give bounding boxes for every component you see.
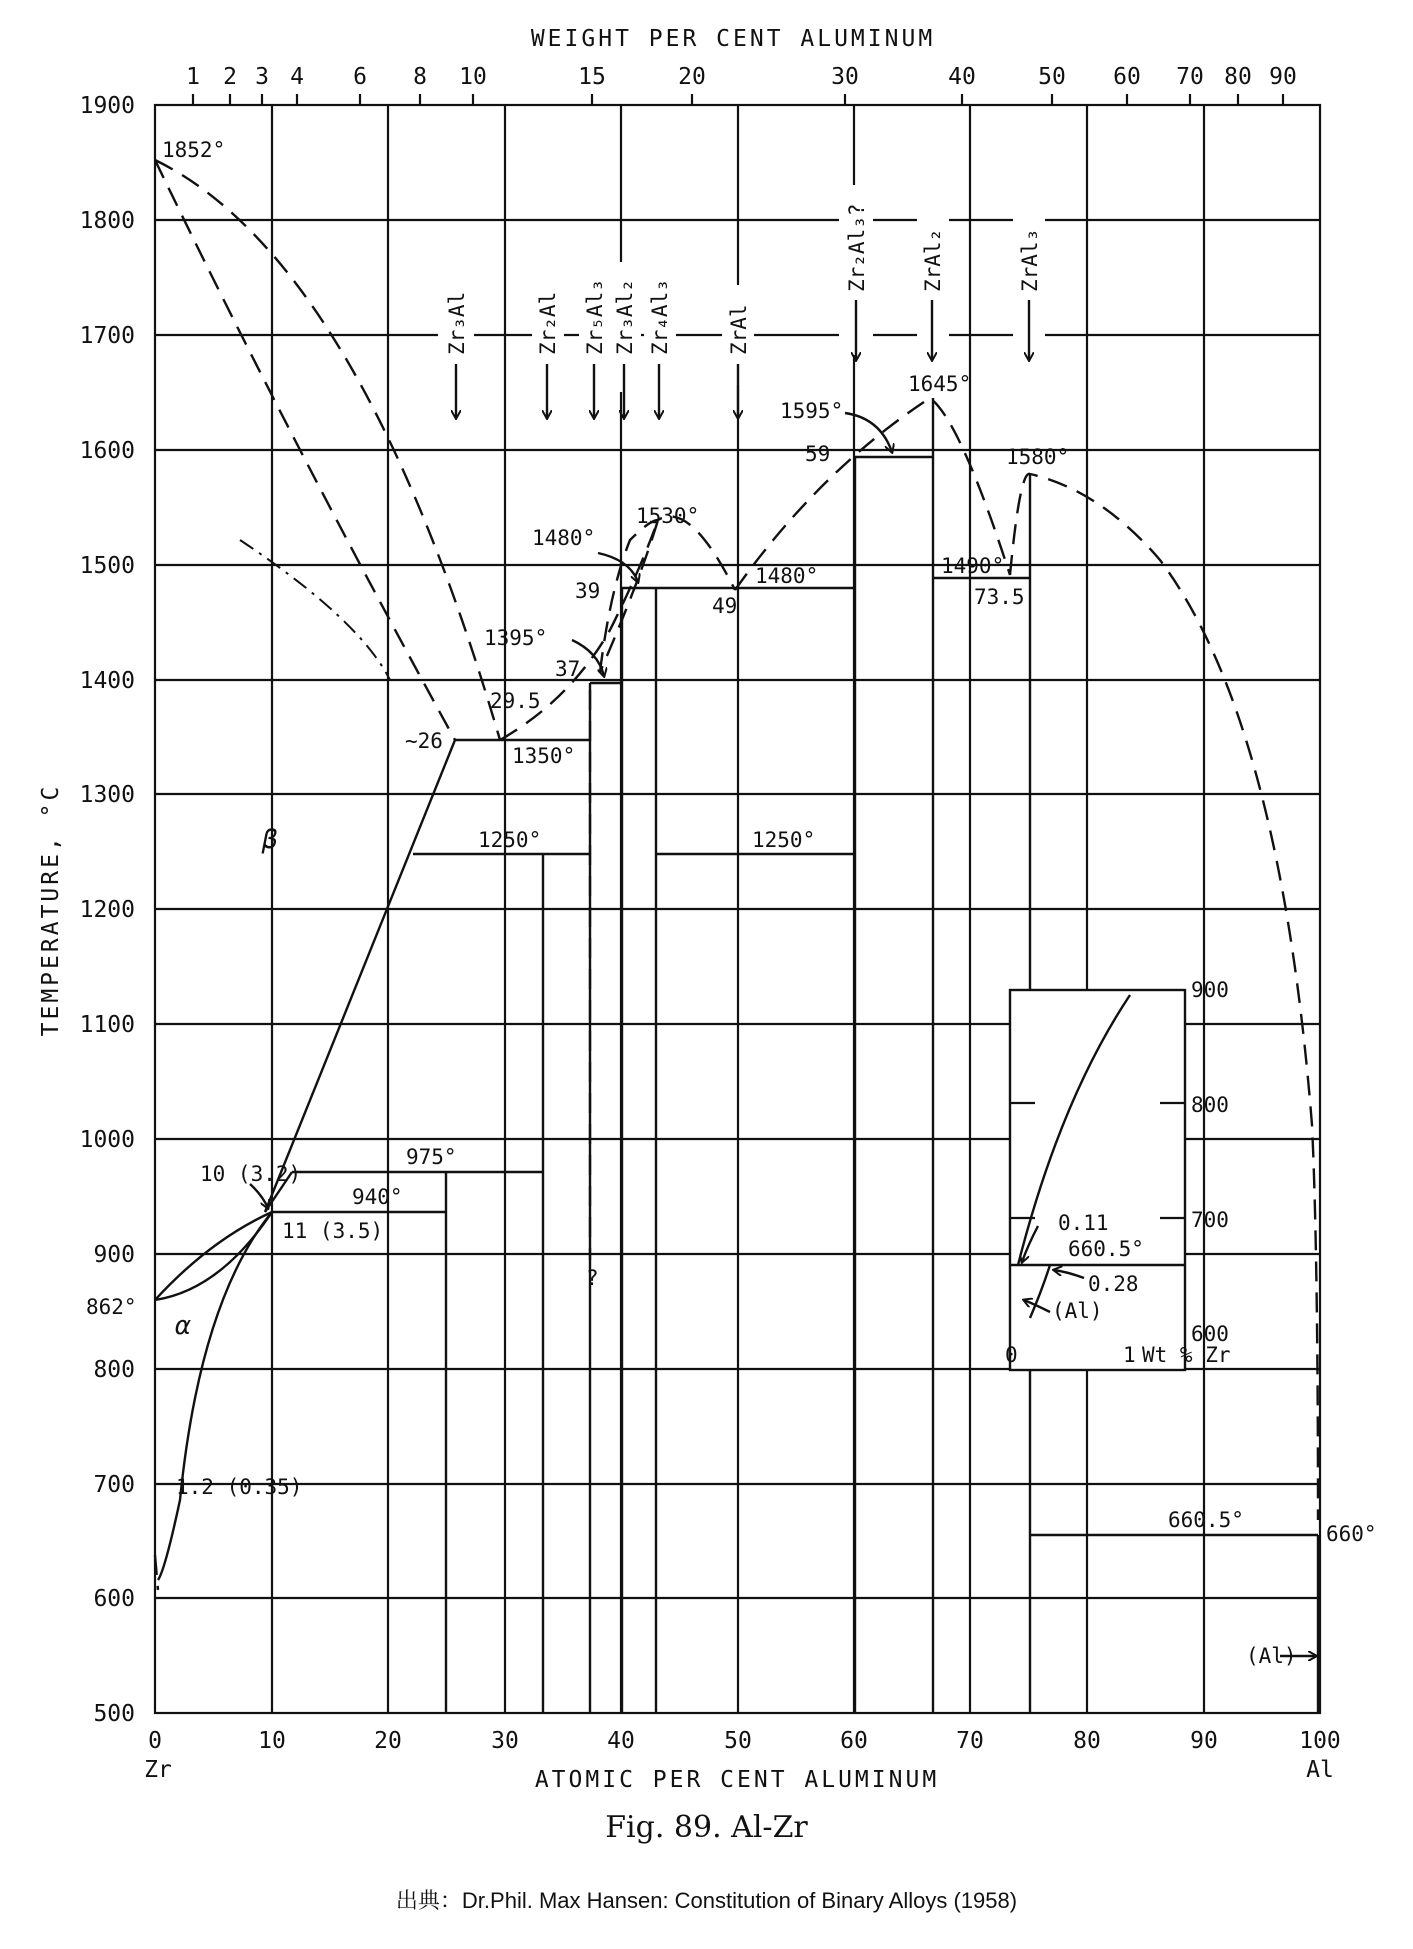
label-al-solid: (Al)	[1246, 1644, 1297, 1668]
compound-label-zr5al3: Zr₅Al₃	[583, 279, 607, 355]
compound-label-zr4al3: Zr₄Al₃	[648, 279, 672, 355]
y-tick-label: 600	[93, 1586, 135, 1612]
top-tick-label: 40	[948, 64, 976, 90]
label-660: 660°	[1326, 1522, 1377, 1546]
label-backgrounds	[438, 185, 1045, 393]
top-tick-label: 20	[678, 64, 706, 90]
top-tick-label: 8	[413, 64, 427, 90]
compound-label-zr3al2: Zr₃Al₂	[613, 279, 637, 355]
label-39: 39	[575, 579, 601, 603]
top-tick-label: 4	[290, 64, 304, 90]
label-1530: 1530°	[636, 504, 700, 528]
inset-label-660-5: 660.5°	[1068, 1237, 1144, 1261]
y-tick-label: 700	[93, 1472, 135, 1498]
x-tick-label: 70	[956, 1728, 984, 1754]
element-al-label: Al	[1306, 1757, 1334, 1783]
y-tick-label: 1000	[79, 1127, 135, 1153]
y-tick-label: 1500	[79, 553, 135, 579]
top-tick-label: 30	[831, 64, 859, 90]
top-tick-label: 15	[578, 64, 606, 90]
label-beta-phase: β	[262, 825, 278, 855]
label-1250-a: 1250°	[478, 828, 542, 852]
y-tick-label: 800	[93, 1357, 135, 1383]
compound-label-zral3: ZrAl₃	[1018, 228, 1042, 292]
x-tick-label: 60	[840, 1728, 868, 1754]
inset-label-al: (Al)	[1052, 1299, 1103, 1323]
compound-label-zral: ZrAl	[727, 304, 751, 355]
top-tick-label: 3	[255, 64, 269, 90]
inset-tick: 800	[1191, 1093, 1229, 1117]
x-tick-label: 30	[491, 1728, 519, 1754]
top-tick-label: 60	[1113, 64, 1141, 90]
y-tick-label: 1600	[79, 438, 135, 464]
y-tick-label: 1700	[79, 323, 135, 349]
label-59: 59	[805, 442, 831, 466]
top-tick-label: 90	[1269, 64, 1297, 90]
label-975: 975°	[406, 1145, 457, 1169]
y-tick-label: 1800	[79, 208, 135, 234]
y-tick-label: 500	[93, 1701, 135, 1727]
inset-x-tick: 1	[1123, 1343, 1136, 1367]
label-1350: 1350°	[512, 744, 576, 768]
label-1250-b: 1250°	[752, 828, 816, 852]
x-tick-label: 50	[724, 1728, 752, 1754]
x-tick-label: 0	[148, 1728, 162, 1754]
compound-label-zral2: ZrAl₂	[921, 228, 945, 292]
inset-x-tick: 0	[1005, 1343, 1018, 1367]
inset-label-0-11: 0.11	[1058, 1211, 1109, 1235]
label-940: 940°	[352, 1185, 403, 1209]
label-1480-b: 1480°	[755, 564, 819, 588]
element-zr-label: Zr	[144, 1757, 172, 1783]
top-axis-ticks	[186, 64, 1297, 90]
y-tick-label: 1200	[79, 897, 135, 923]
x-tick-label: 40	[607, 1728, 635, 1754]
label-1852: 1852°	[162, 138, 226, 162]
y-tick-label: 1100	[79, 1012, 135, 1038]
top-tick-label: 80	[1224, 64, 1252, 90]
top-tick-label: 70	[1176, 64, 1204, 90]
bottom-axis-title: ATOMIC PER CENT ALUMINUM	[534, 1767, 940, 1793]
inset-panel	[1005, 978, 1231, 1370]
y-axis-title: TEMPERATURE, °C	[38, 783, 64, 1037]
inset-label-0-28: 0.28	[1088, 1272, 1139, 1296]
top-axis-title: WEIGHT PER CENT ALUMINUM	[530, 26, 936, 52]
top-tick-label: 10	[459, 64, 487, 90]
top-tick-label: 50	[1038, 64, 1066, 90]
label-1-2: 1.2 (0.35)	[176, 1475, 303, 1499]
inset-x-unit: Wt % Zr	[1142, 1343, 1231, 1367]
compound-label-zr2al3: Zr₂Al₃?	[845, 203, 869, 292]
top-tick-label: 6	[353, 64, 367, 90]
label-alpha-phase: α	[175, 1311, 191, 1341]
label-question: ?	[586, 1266, 599, 1290]
y-tick-label: 900	[93, 1242, 135, 1268]
y-tick-label: 1400	[79, 668, 135, 694]
x-tick-label: 90	[1190, 1728, 1218, 1754]
x-tick-label: 80	[1073, 1728, 1101, 1754]
label-1580: 1580°	[1006, 445, 1070, 469]
label-1595: 1595°	[780, 399, 844, 423]
y-tick-label: 1300	[79, 782, 135, 808]
label-1645: 1645°	[908, 372, 972, 396]
label-29-5: 29.5	[490, 689, 541, 713]
label-1395: 1395°	[484, 626, 548, 650]
figure-source: 出典：Dr.Phil. Max Hansen: Constitution of Binary Alloys (1958)	[395, 1888, 1018, 1913]
label-73-5: 73.5	[974, 585, 1025, 609]
y-tick-label: 1900	[79, 93, 135, 119]
x-tick-label: 20	[374, 1728, 402, 1754]
label-862: 862°	[86, 1295, 137, 1319]
compound-label-zr3al: Zr₃Al	[445, 291, 469, 355]
label-26: ~26	[405, 729, 443, 753]
label-49: 49	[712, 594, 738, 618]
inset-tick: 600	[1191, 1322, 1229, 1346]
top-tick-label: 2	[223, 64, 237, 90]
x-tick-label: 10	[258, 1728, 286, 1754]
x-tick-label: 100	[1299, 1728, 1341, 1754]
inset-tick: 700	[1191, 1208, 1229, 1232]
label-10-3-2: 10 (3.2)	[200, 1162, 302, 1186]
label-1490: 1490°	[941, 554, 1005, 578]
label-11-3-5: 11 (3.5)	[282, 1219, 384, 1243]
top-tick-label: 1	[186, 64, 200, 90]
figure-caption: Fig. 89. Al-Zr	[605, 1810, 808, 1845]
y-axis-ticks	[80, 93, 135, 1727]
label-660-5: 660.5°	[1168, 1508, 1244, 1532]
inset-tick: 900	[1191, 978, 1229, 1002]
compound-label-zr2al: Zr₂Al	[536, 291, 560, 355]
label-37: 37	[555, 657, 581, 681]
label-1480-a: 1480°	[532, 526, 596, 550]
